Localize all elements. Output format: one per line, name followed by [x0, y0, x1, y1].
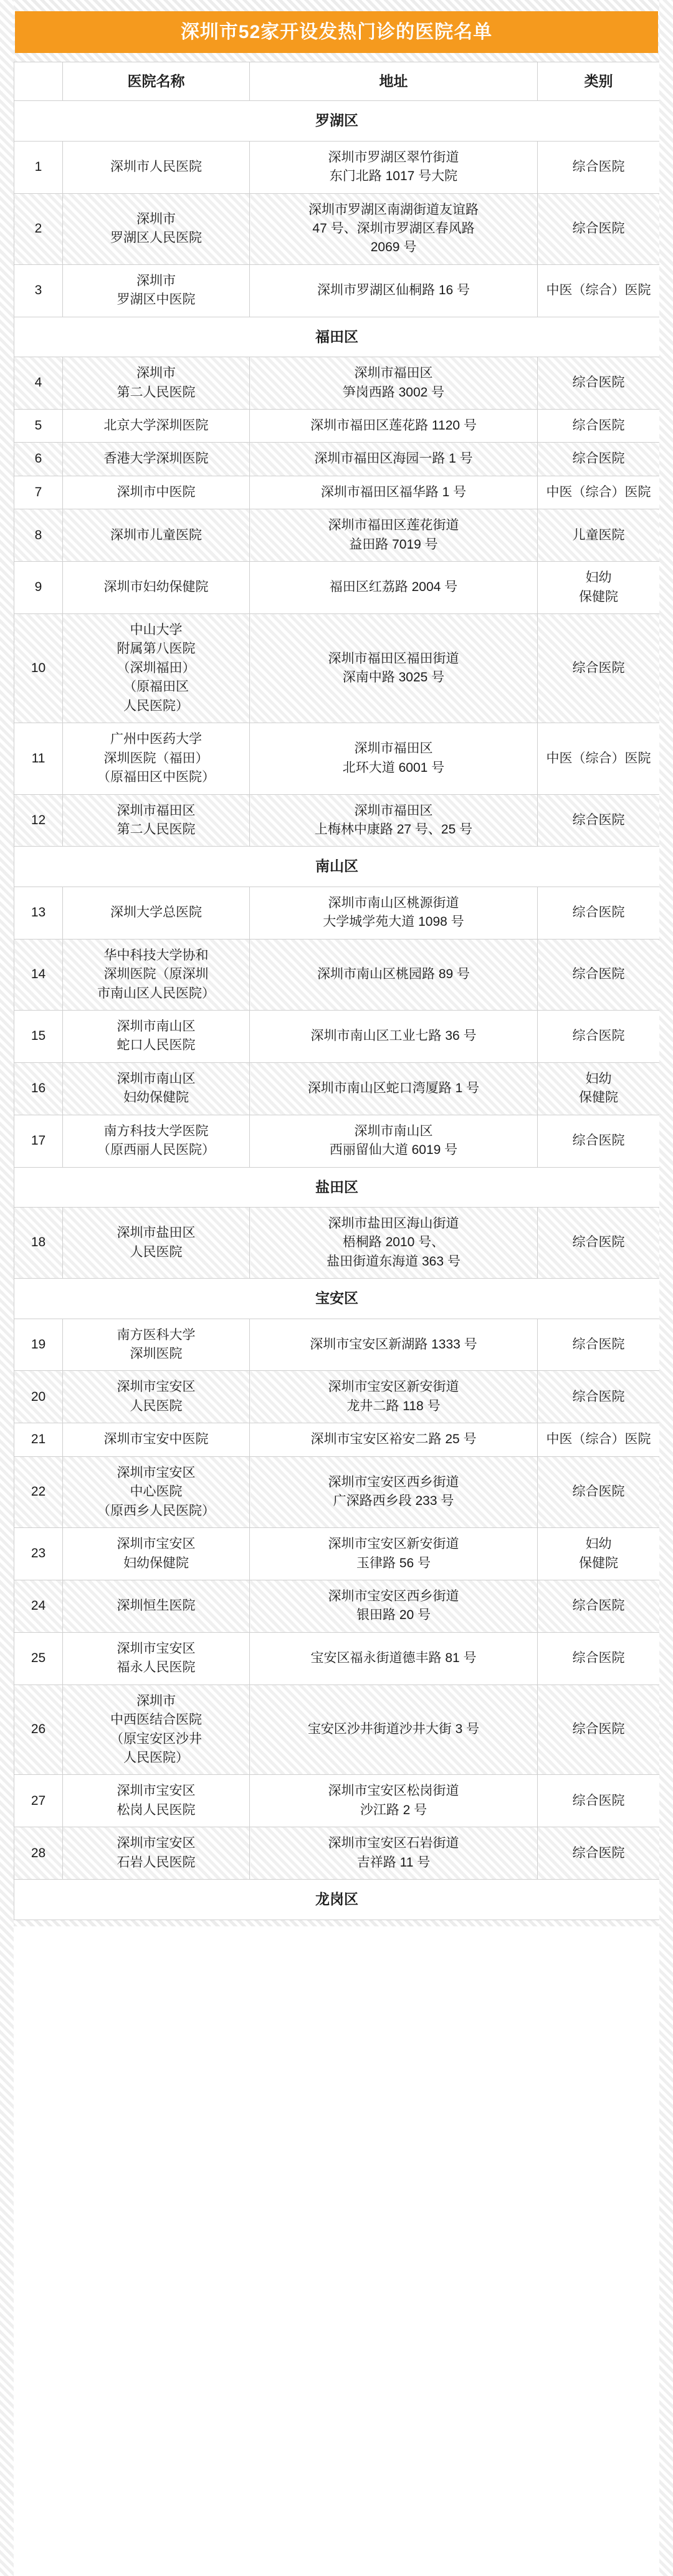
hospital-category: 综合医院	[538, 1580, 660, 1632]
hospital-name: 中山大学 附属第八医院 （深圳福田） （原福田区 人民医院）	[63, 614, 250, 723]
hospital-name: 北京大学深圳医院	[63, 409, 250, 442]
hospital-category: 综合医院	[538, 443, 660, 476]
hospital-category: 中医（综合）医院	[538, 264, 660, 317]
table-row	[14, 794, 660, 847]
table-row	[14, 1010, 660, 1062]
hospital-name: 南方医科大学 深圳医院	[63, 1319, 250, 1371]
hospital-name: 深圳市宝安区 中心医院 （原西乡人民医院）	[63, 1456, 250, 1527]
row-index: 24	[14, 1580, 63, 1632]
table-row	[14, 1371, 660, 1423]
hospital-category: 综合医院	[538, 887, 660, 939]
table-row	[14, 1207, 660, 1278]
hospital-category: 综合医院	[538, 614, 660, 723]
hospital-category: 综合医院	[538, 794, 660, 847]
table-row	[14, 1423, 660, 1456]
hospital-name: 深圳市南山区 蛇口人民医院	[63, 1010, 250, 1062]
row-index: 18	[14, 1207, 63, 1278]
hospital-category: 中医（综合）医院	[538, 476, 660, 509]
row-index: 21	[14, 1423, 63, 1456]
row-index: 22	[14, 1456, 63, 1527]
district-header-row	[14, 847, 660, 887]
hospital-address: 深圳市南山区 西丽留仙大道 6019 号	[250, 1115, 538, 1167]
hospital-name: 深圳市中医院	[63, 476, 250, 509]
hospital-address: 深圳市宝安区裕安二路 25 号	[250, 1423, 538, 1456]
hospital-category: 综合医院	[538, 357, 660, 410]
hospital-address: 福田区红荔路 2004 号	[250, 562, 538, 614]
table-row	[14, 1684, 660, 1775]
row-index: 5	[14, 409, 63, 442]
table-row	[14, 562, 660, 614]
page-title: 深圳市52家开设发热门诊的医院名单	[15, 11, 658, 53]
row-index: 23	[14, 1528, 63, 1580]
hospital-category: 综合医院	[538, 1371, 660, 1423]
table-row	[14, 476, 660, 509]
hospital-name: 深圳市 罗湖区人民医院	[63, 193, 250, 264]
hospital-address: 深圳市宝安区新安街道 龙井二路 118 号	[250, 1371, 538, 1423]
row-index: 7	[14, 476, 63, 509]
table-row	[14, 614, 660, 723]
row-index: 25	[14, 1632, 63, 1684]
table-body	[14, 101, 660, 1920]
hospital-category: 妇幼 保健院	[538, 1528, 660, 1580]
hospital-name: 深圳大学总医院	[63, 887, 250, 939]
district-label: 龙岗区	[14, 1880, 660, 1920]
district-header-row	[14, 1167, 660, 1207]
hospital-name: 华中科技大学协和 深圳医院（原深圳 市南山区人民医院）	[63, 939, 250, 1010]
district-label: 南山区	[14, 847, 660, 887]
hospital-name: 深圳市 罗湖区中医院	[63, 264, 250, 317]
row-index: 20	[14, 1371, 63, 1423]
table-row	[14, 264, 660, 317]
row-index: 6	[14, 443, 63, 476]
hospital-category: 综合医院	[538, 1115, 660, 1167]
row-index: 27	[14, 1775, 63, 1827]
hospital-name: 深圳市妇幼保健院	[63, 562, 250, 614]
district-header-row	[14, 101, 660, 141]
row-index: 14	[14, 939, 63, 1010]
table-row	[14, 1456, 660, 1527]
hospital-address: 宝安区福永街道德丰路 81 号	[250, 1632, 538, 1684]
hospital-category: 综合医院	[538, 1456, 660, 1527]
row-index: 3	[14, 264, 63, 317]
hospital-name: 深圳市宝安区 松岗人民医院	[63, 1775, 250, 1827]
table-row	[14, 1319, 660, 1371]
hospital-address: 深圳市南山区工业七路 36 号	[250, 1010, 538, 1062]
hospital-category: 综合医院	[538, 193, 660, 264]
row-index: 10	[14, 614, 63, 723]
hospital-address: 深圳市罗湖区翠竹街道 东门北路 1017 号大院	[250, 141, 538, 193]
district-label: 盐田区	[14, 1167, 660, 1207]
hospital-address: 深圳市宝安区石岩街道 吉祥路 11 号	[250, 1827, 538, 1880]
column-header-address: 地址	[250, 62, 538, 101]
district-header-row	[14, 317, 660, 357]
row-index: 28	[14, 1827, 63, 1880]
hospital-category: 妇幼 保健院	[538, 562, 660, 614]
row-index: 16	[14, 1062, 63, 1115]
right-hatch-strip	[659, 0, 673, 2576]
table-row	[14, 409, 660, 442]
column-header-index	[14, 62, 63, 101]
hospital-name: 深圳市人民医院	[63, 141, 250, 193]
hospital-name: 深圳市宝安区 石岩人民医院	[63, 1827, 250, 1880]
table-row	[14, 1775, 660, 1827]
hospital-name: 深圳市福田区 第二人民医院	[63, 794, 250, 847]
hospital-category: 综合医院	[538, 1319, 660, 1371]
table-row	[14, 443, 660, 476]
hospital-category: 综合医院	[538, 1632, 660, 1684]
district-label: 福田区	[14, 317, 660, 357]
hospital-category: 综合医院	[538, 141, 660, 193]
hospital-category: 儿童医院	[538, 509, 660, 562]
district-label: 宝安区	[14, 1279, 660, 1319]
hospital-address: 深圳市宝安区新湖路 1333 号	[250, 1319, 538, 1371]
hospital-address: 深圳市罗湖区南湖街道友谊路 47 号、深圳市罗湖区春风路 2069 号	[250, 193, 538, 264]
hospital-address: 深圳市福田区福田街道 深南中路 3025 号	[250, 614, 538, 723]
hospital-category: 综合医院	[538, 1775, 660, 1827]
hospital-name: 香港大学深圳医院	[63, 443, 250, 476]
hospital-category: 中医（综合）医院	[538, 723, 660, 794]
hospital-address: 深圳市罗湖区仙桐路 16 号	[250, 264, 538, 317]
bottom-hatch-strip	[0, 1920, 673, 1926]
hospital-address: 深圳市福田区莲花路 1120 号	[250, 409, 538, 442]
table-row	[14, 1827, 660, 1880]
hospital-address: 深圳市福田区 上梅林中康路 27 号、25 号	[250, 794, 538, 847]
hospital-name: 深圳市 第二人民医院	[63, 357, 250, 410]
row-index: 15	[14, 1010, 63, 1062]
table-header-row	[14, 62, 660, 101]
district-header-row	[14, 1279, 660, 1319]
hospital-address: 深圳市宝安区西乡街道 银田路 20 号	[250, 1580, 538, 1632]
row-index: 9	[14, 562, 63, 614]
hospital-category: 综合医院	[538, 939, 660, 1010]
hospital-name: 深圳市南山区 妇幼保健院	[63, 1062, 250, 1115]
hospital-table	[14, 62, 660, 1920]
row-index: 26	[14, 1684, 63, 1775]
hospital-name: 深圳市宝安区 妇幼保健院	[63, 1528, 250, 1580]
hospital-name: 深圳市儿童医院	[63, 509, 250, 562]
hospital-category: 中医（综合）医院	[538, 1423, 660, 1456]
table-row	[14, 1528, 660, 1580]
row-index: 19	[14, 1319, 63, 1371]
hospital-address: 深圳市福田区海园一路 1 号	[250, 443, 538, 476]
hospital-address: 深圳市宝安区松岗街道 沙江路 2 号	[250, 1775, 538, 1827]
hospital-address: 深圳市宝安区新安街道 玉律路 56 号	[250, 1528, 538, 1580]
table-row	[14, 1580, 660, 1632]
district-header-row	[14, 1880, 660, 1920]
hospital-category: 综合医院	[538, 409, 660, 442]
table-row	[14, 939, 660, 1010]
hospital-name: 深圳市宝安区 福永人民医院	[63, 1632, 250, 1684]
district-label: 罗湖区	[14, 101, 660, 141]
row-index: 11	[14, 723, 63, 794]
hospital-name: 深圳市宝安区 人民医院	[63, 1371, 250, 1423]
table-row	[14, 509, 660, 562]
hospital-category: 妇幼 保健院	[538, 1062, 660, 1115]
table-row	[14, 141, 660, 193]
table-row	[14, 1632, 660, 1684]
hospital-category: 综合医院	[538, 1827, 660, 1880]
hospital-name: 深圳市 中西医结合医院 （原宝安区沙井 人民医院）	[63, 1684, 250, 1775]
column-header-name: 医院名称	[63, 62, 250, 101]
hospital-address: 深圳市南山区蛇口湾厦路 1 号	[250, 1062, 538, 1115]
hospital-address: 深圳市盐田区海山街道 梧桐路 2010 号、 盐田街道东海道 363 号	[250, 1207, 538, 1278]
hospital-address: 深圳市南山区桃园路 89 号	[250, 939, 538, 1010]
table-row	[14, 1062, 660, 1115]
left-hatch-strip	[0, 0, 14, 2576]
hospital-address: 深圳市福田区 北环大道 6001 号	[250, 723, 538, 794]
hospital-name: 深圳市宝安中医院	[63, 1423, 250, 1456]
table-row	[14, 193, 660, 264]
hospital-category: 综合医院	[538, 1684, 660, 1775]
hospital-address: 宝安区沙井街道沙井大街 3 号	[250, 1684, 538, 1775]
hospital-name: 深圳市盐田区 人民医院	[63, 1207, 250, 1278]
row-index: 2	[14, 193, 63, 264]
column-header-category: 类别	[538, 62, 660, 101]
row-index: 4	[14, 357, 63, 410]
table-row	[14, 723, 660, 794]
row-index: 17	[14, 1115, 63, 1167]
hospital-address: 深圳市宝安区西乡街道 广深路西乡段 233 号	[250, 1456, 538, 1527]
hospital-category: 综合医院	[538, 1010, 660, 1062]
hospital-name: 深圳恒生医院	[63, 1580, 250, 1632]
hospital-category: 综合医院	[538, 1207, 660, 1278]
hospital-address: 深圳市南山区桃源街道 大学城学苑大道 1098 号	[250, 887, 538, 939]
hospital-name: 广州中医药大学 深圳医院（福田） （原福田区中医院）	[63, 723, 250, 794]
row-index: 1	[14, 141, 63, 193]
title-section	[0, 0, 673, 62]
table-row	[14, 1115, 660, 1167]
hospital-address: 深圳市福田区 笋岗西路 3002 号	[250, 357, 538, 410]
table-row	[14, 887, 660, 939]
hospital-address: 深圳市福田区莲花街道 益田路 7019 号	[250, 509, 538, 562]
hospital-address: 深圳市福田区福华路 1 号	[250, 476, 538, 509]
table-row	[14, 357, 660, 410]
row-index: 8	[14, 509, 63, 562]
row-index: 13	[14, 887, 63, 939]
hospital-name: 南方科技大学医院 （原西丽人民医院）	[63, 1115, 250, 1167]
row-index: 12	[14, 794, 63, 847]
